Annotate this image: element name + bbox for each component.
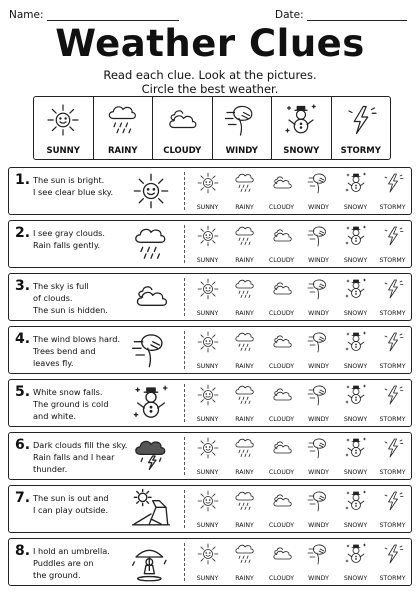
- option-label: STORMY: [379, 363, 406, 370]
- sun-icon: [196, 277, 220, 301]
- clue-text-line: The ground is cold: [33, 399, 109, 409]
- option-label: SUNNY: [196, 522, 219, 529]
- clue-text: [33, 333, 131, 369]
- instruction-line-2: Circle the best weather.: [141, 82, 279, 96]
- divider: [184, 437, 185, 475]
- option-label: RAINY: [235, 257, 254, 264]
- option-stormy[interactable]: [374, 541, 411, 583]
- option-label: WINDY: [308, 257, 329, 264]
- clue-text-line: I see gray clouds.: [33, 228, 106, 238]
- option-label: STORMY: [379, 469, 406, 476]
- snowman-icon: [283, 102, 319, 138]
- sun-icon: [196, 383, 220, 407]
- clue-row-8: [8, 538, 412, 586]
- option-snowy[interactable]: [337, 488, 374, 530]
- option-label: SNOWY: [343, 310, 368, 317]
- option-stormy[interactable]: [374, 382, 411, 424]
- clue-text-line: Rain falls gently.: [33, 240, 101, 250]
- lightning-icon: [343, 102, 379, 138]
- option-label: STORMY: [379, 204, 406, 211]
- option-label: RAINY: [235, 363, 254, 370]
- clue-text-line: leaves fly.: [33, 358, 74, 368]
- rain-cloud-icon: [233, 383, 257, 407]
- divider: [184, 490, 185, 528]
- clue-number: 7.: [15, 490, 31, 506]
- answer-options: [189, 435, 411, 477]
- rain-cloud-icon: [233, 171, 257, 195]
- option-stormy[interactable]: [374, 435, 411, 477]
- clue-text-line: the ground.: [33, 570, 81, 580]
- option-cloudy[interactable]: [263, 223, 300, 265]
- clue-text-line: Dark clouds fill the sky.: [33, 440, 128, 450]
- clue-text-line: The sun is bright.: [33, 175, 105, 185]
- clue-text-line: The sun is hidden.: [33, 305, 108, 315]
- clue-picture: [127, 489, 177, 529]
- option-snowy[interactable]: [337, 170, 374, 212]
- date-field[interactable]: [275, 9, 407, 21]
- instruction-line-1: Read each clue. Look at the pictures.: [103, 68, 317, 82]
- wind-tree-icon: [307, 489, 331, 513]
- key-rainy: [94, 97, 154, 159]
- sun-icon: [196, 542, 220, 566]
- answer-options: [189, 329, 411, 371]
- wind-tree-icon: [307, 383, 331, 407]
- key-label: SUNNY: [46, 146, 80, 156]
- cloud-icon: [270, 542, 294, 566]
- playground-icon: [127, 489, 175, 529]
- clue-text: [33, 492, 131, 516]
- option-label: CLOUDY: [268, 204, 295, 211]
- option-label: CLOUDY: [268, 310, 295, 317]
- option-windy[interactable]: [300, 276, 337, 318]
- option-label: WINDY: [308, 204, 329, 211]
- cloud-icon: [270, 330, 294, 354]
- clue-row-6: [8, 432, 412, 480]
- answer-options: [189, 541, 411, 583]
- clue-picture: [127, 436, 177, 476]
- clue-text-line: I can play outside.: [33, 505, 109, 515]
- divider: [184, 225, 185, 263]
- clue-number: 4.: [15, 331, 31, 347]
- lightning-icon: [381, 489, 405, 513]
- option-rainy[interactable]: [226, 488, 263, 530]
- option-sunny[interactable]: [189, 223, 226, 265]
- clue-text: [33, 227, 131, 251]
- option-cloudy[interactable]: [263, 170, 300, 212]
- option-sunny[interactable]: [189, 382, 226, 424]
- option-label: WINDY: [308, 575, 329, 582]
- weather-key: [33, 96, 391, 160]
- option-label: SNOWY: [343, 363, 368, 370]
- option-rainy[interactable]: [226, 541, 263, 583]
- cloud-icon: [127, 277, 175, 317]
- option-label: RAINY: [235, 575, 254, 582]
- option-label: SNOWY: [343, 575, 368, 582]
- answer-options: [189, 170, 411, 212]
- option-label: WINDY: [308, 469, 329, 476]
- name-label: Name:: [9, 9, 44, 21]
- option-rainy[interactable]: [226, 382, 263, 424]
- lightning-icon: [381, 330, 405, 354]
- wind-tree-icon: [224, 102, 260, 138]
- option-windy[interactable]: [300, 541, 337, 583]
- option-label: SUNNY: [196, 469, 219, 476]
- sun-icon: [196, 489, 220, 513]
- option-stormy[interactable]: [374, 329, 411, 371]
- snowman-icon: [127, 383, 175, 423]
- snowman-icon: [344, 489, 368, 513]
- option-stormy[interactable]: [374, 488, 411, 530]
- option-label: RAINY: [235, 522, 254, 529]
- cloud-icon: [270, 224, 294, 248]
- divider: [184, 331, 185, 369]
- clue-text: [33, 174, 131, 198]
- name-field[interactable]: [9, 9, 179, 21]
- sun-icon: [196, 436, 220, 460]
- page-title: Weather Clues: [55, 22, 365, 65]
- clue-text-line: I hold an umbrella.: [33, 546, 110, 556]
- option-label: SNOWY: [343, 416, 368, 423]
- key-label: CLOUDY: [163, 146, 202, 156]
- option-label: CLOUDY: [268, 416, 295, 423]
- lightning-icon: [381, 224, 405, 248]
- rain-cloud-icon: [233, 330, 257, 354]
- rain-cloud-icon: [233, 436, 257, 460]
- clue-text-line: and white.: [33, 411, 77, 421]
- option-cloudy[interactable]: [263, 382, 300, 424]
- option-windy[interactable]: [300, 170, 337, 212]
- snowman-icon: [344, 330, 368, 354]
- lightning-icon: [381, 171, 405, 195]
- divider: [184, 172, 185, 210]
- option-label: SNOWY: [343, 522, 368, 529]
- key-stormy: [332, 97, 391, 159]
- wind-tree-icon: [127, 330, 175, 370]
- clue-picture: [127, 224, 177, 264]
- rain-cloud-icon: [233, 224, 257, 248]
- clue-text-line: The sky is full: [33, 281, 89, 291]
- clue-row-3: [8, 273, 412, 321]
- rain-cloud-icon: [233, 542, 257, 566]
- clue-picture: [127, 171, 177, 211]
- clue-text-line: White snow falls.: [33, 387, 103, 397]
- option-label: STORMY: [379, 257, 406, 264]
- cloud-icon: [270, 383, 294, 407]
- option-label: SNOWY: [343, 257, 368, 264]
- wind-tree-icon: [307, 224, 331, 248]
- clue-text-line: Puddles are on: [33, 558, 94, 568]
- option-snowy[interactable]: [337, 541, 374, 583]
- option-stormy[interactable]: [374, 170, 411, 212]
- date-line[interactable]: [307, 10, 407, 21]
- clue-text-line: Trees bend and: [33, 346, 96, 356]
- rain-cloud-icon: [127, 224, 175, 264]
- rain-cloud-icon: [233, 277, 257, 301]
- option-label: SUNNY: [196, 575, 219, 582]
- option-label: STORMY: [379, 310, 406, 317]
- sun-icon: [196, 224, 220, 248]
- option-rainy[interactable]: [226, 435, 263, 477]
- option-snowy[interactable]: [337, 329, 374, 371]
- option-label: CLOUDY: [268, 522, 295, 529]
- cloud-icon: [270, 171, 294, 195]
- option-label: STORMY: [379, 416, 406, 423]
- option-rainy[interactable]: [226, 170, 263, 212]
- rain-cloud-icon: [233, 489, 257, 513]
- option-snowy[interactable]: [337, 382, 374, 424]
- option-cloudy[interactable]: [263, 329, 300, 371]
- key-label: WINDY: [225, 146, 258, 156]
- option-rainy[interactable]: [226, 223, 263, 265]
- clue-text-line: thunder.: [33, 464, 68, 474]
- wind-tree-icon: [307, 436, 331, 460]
- clue-text: [33, 386, 131, 422]
- option-stormy[interactable]: [374, 276, 411, 318]
- rain-cloud-icon: [105, 102, 141, 138]
- date-label: Date:: [275, 9, 304, 21]
- wind-tree-icon: [307, 277, 331, 301]
- option-windy[interactable]: [300, 329, 337, 371]
- clue-number: 3.: [15, 278, 31, 294]
- clue-row-5: [8, 379, 412, 427]
- option-label: RAINY: [235, 310, 254, 317]
- option-cloudy[interactable]: [263, 276, 300, 318]
- option-snowy[interactable]: [337, 223, 374, 265]
- option-label: CLOUDY: [268, 257, 295, 264]
- option-windy[interactable]: [300, 382, 337, 424]
- clue-row-1: [8, 167, 412, 215]
- answer-options: [189, 382, 411, 424]
- option-label: CLOUDY: [268, 469, 295, 476]
- clue-text-line: The sun is out and: [33, 493, 109, 503]
- sun-icon: [196, 330, 220, 354]
- wind-tree-icon: [307, 171, 331, 195]
- divider: [184, 384, 185, 422]
- answer-options: [189, 223, 411, 265]
- option-label: SNOWY: [343, 204, 368, 211]
- option-snowy[interactable]: [337, 435, 374, 477]
- clue-number: 6.: [15, 437, 31, 453]
- divider: [184, 278, 185, 316]
- option-rainy[interactable]: [226, 329, 263, 371]
- key-snowy: [272, 97, 332, 159]
- wind-tree-icon: [307, 542, 331, 566]
- clue-text: [33, 545, 131, 581]
- option-label: WINDY: [308, 416, 329, 423]
- option-label: SUNNY: [196, 257, 219, 264]
- clue-text-line: of clouds.: [33, 293, 73, 303]
- answer-options: [189, 488, 411, 530]
- option-sunny[interactable]: [189, 488, 226, 530]
- cloud-icon: [270, 436, 294, 460]
- option-label: WINDY: [308, 310, 329, 317]
- key-sunny: [34, 97, 94, 159]
- lightning-icon: [381, 383, 405, 407]
- option-sunny[interactable]: [189, 276, 226, 318]
- option-stormy[interactable]: [374, 223, 411, 265]
- option-label: CLOUDY: [268, 575, 295, 582]
- option-label: RAINY: [235, 416, 254, 423]
- clue-picture: [127, 330, 177, 370]
- option-label: CLOUDY: [268, 363, 295, 370]
- option-label: SUNNY: [196, 416, 219, 423]
- option-label: STORMY: [379, 522, 406, 529]
- snowman-icon: [344, 277, 368, 301]
- option-label: SUNNY: [196, 363, 219, 370]
- option-label: SUNNY: [196, 204, 219, 211]
- clue-number: 8.: [15, 543, 31, 559]
- snowman-icon: [344, 224, 368, 248]
- snowman-icon: [344, 383, 368, 407]
- option-label: WINDY: [308, 363, 329, 370]
- option-cloudy[interactable]: [263, 488, 300, 530]
- clue-row-4: [8, 326, 412, 374]
- clue-picture: [127, 383, 177, 423]
- cloud-icon: [270, 489, 294, 513]
- option-cloudy[interactable]: [263, 541, 300, 583]
- key-windy: [213, 97, 273, 159]
- option-windy[interactable]: [300, 223, 337, 265]
- clue-text: [33, 280, 131, 316]
- cloud-icon: [164, 102, 200, 138]
- option-sunny[interactable]: [189, 435, 226, 477]
- key-label: STORMY: [340, 146, 381, 156]
- option-windy[interactable]: [300, 488, 337, 530]
- clue-row-7: [8, 485, 412, 533]
- option-rainy[interactable]: [226, 276, 263, 318]
- key-label: RAINY: [107, 146, 138, 156]
- divider: [184, 543, 185, 581]
- snowman-icon: [344, 436, 368, 460]
- lightning-icon: [381, 436, 405, 460]
- clue-text: [33, 439, 131, 475]
- clue-text-line: I see clear blue sky.: [33, 187, 114, 197]
- storm-cloud-icon: [127, 436, 175, 476]
- option-sunny[interactable]: [189, 541, 226, 583]
- option-sunny[interactable]: [189, 170, 226, 212]
- clue-text-line: The wind blows hard.: [33, 334, 121, 344]
- option-label: STORMY: [379, 575, 406, 582]
- answer-options: [189, 276, 411, 318]
- name-line[interactable]: [47, 10, 179, 21]
- clue-picture: [127, 277, 177, 317]
- option-label: WINDY: [308, 522, 329, 529]
- option-label: SNOWY: [343, 469, 368, 476]
- option-sunny[interactable]: [189, 329, 226, 371]
- cloud-icon: [270, 277, 294, 301]
- clue-number: 1.: [15, 172, 31, 188]
- sun-icon: [45, 102, 81, 138]
- lightning-icon: [381, 277, 405, 301]
- clue-number: 5.: [15, 384, 31, 400]
- umbrella-child-icon: [127, 542, 175, 582]
- clue-text-line: Rain falls and I hear: [33, 452, 115, 462]
- sun-icon: [196, 171, 220, 195]
- snowman-icon: [344, 542, 368, 566]
- option-label: RAINY: [235, 204, 254, 211]
- option-windy[interactable]: [300, 435, 337, 477]
- key-label: SNOWY: [283, 146, 320, 156]
- option-label: RAINY: [235, 469, 254, 476]
- clue-row-2: [8, 220, 412, 268]
- lightning-icon: [381, 542, 405, 566]
- key-cloudy: [153, 97, 213, 159]
- option-snowy[interactable]: [337, 276, 374, 318]
- wind-tree-icon: [307, 330, 331, 354]
- clue-number: 2.: [15, 225, 31, 241]
- snowman-icon: [344, 171, 368, 195]
- option-cloudy[interactable]: [263, 435, 300, 477]
- clue-picture: [127, 542, 177, 582]
- option-label: SUNNY: [196, 310, 219, 317]
- sun-icon: [127, 171, 175, 211]
